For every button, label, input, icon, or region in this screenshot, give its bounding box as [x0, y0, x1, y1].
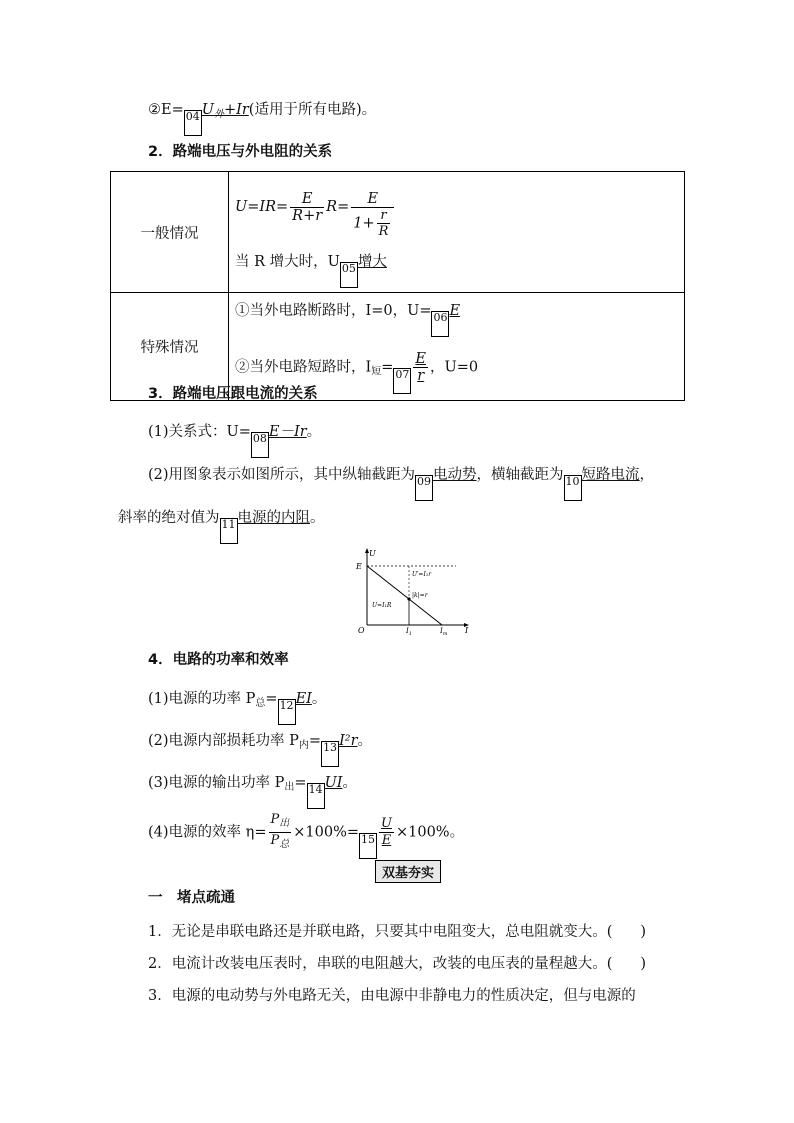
- answer-09: 电动势: [433, 467, 477, 483]
- efficiency-fraction: $\frac{P_出}{P_总}$: [269, 812, 292, 853]
- label-e: E: [356, 562, 362, 571]
- label-u-prime: U′=I₁r: [412, 571, 432, 578]
- answer-15: $\frac{U}{E}$: [381, 816, 392, 848]
- section4-title: 4．电路的功率和效率: [148, 652, 289, 668]
- terminal-voltage-table: [110, 171, 685, 401]
- answer-08: E－Ir: [268, 424, 307, 440]
- answer-11: 电源的内阻: [237, 510, 310, 526]
- answer-box-07: 07: [393, 368, 411, 394]
- answer-box-10: 10: [564, 475, 582, 501]
- general-line2: 当 R 增大时，U 05 增大: [235, 250, 678, 288]
- s4-line2: (2)电源内部损耗功率 $P_内= 13$ I²r。: [148, 731, 372, 767]
- answer-box-05: 05: [340, 262, 358, 288]
- label-i: I: [465, 626, 469, 635]
- s4-line1: (1)电源的功率 $P_总= 12$ EI。: [148, 689, 326, 725]
- question-3: 3．电源的电动势与外电路无关，由电源中非静电力的性质决定，但与电源的: [148, 988, 636, 1004]
- item2-line: [148, 100, 376, 136]
- special-line2: ②当外电路短路时，$I_短= 07$ $\frac{E}{r}$ ，U=0: [235, 351, 678, 394]
- answer-05: 增大: [357, 254, 387, 270]
- general-formula: U=IR= $\frac{E}{R+r}$ R= E 1+ $\frac{r}{R}$: [235, 176, 678, 238]
- label-o: O: [358, 626, 365, 635]
- label-u: U: [369, 549, 376, 558]
- s3-line2: (2)用图象表示如图所示，其中纵轴截距为 09 电动势，横轴截距为 10 短路电流，: [148, 465, 654, 501]
- answer-13: I²r: [339, 733, 358, 749]
- special-line1: ①当外电路断路时，I=0，U= 06 E: [235, 299, 678, 337]
- item2-answer: $U_外+Ir$: [201, 102, 249, 120]
- answer-box-13: 13: [321, 741, 339, 767]
- label-u-i1r: U=I₁R: [372, 602, 392, 609]
- answer-box-15: 15: [359, 833, 377, 859]
- s4-line4: (4)电源的效率 η= $\frac{P_出}{P_总}$ ×100%= 15 $\frac{U}{E}$ ×100%。: [148, 812, 464, 859]
- answer-12: EI: [295, 691, 312, 707]
- s4-line3: (3)电源的输出功率 $P_出= 14$ UI。: [148, 773, 357, 809]
- answer-box-12: 12: [278, 699, 296, 725]
- question-1: 1．无论是串联电路还是并联电路，只要其中电阻变大，总电阻就变大。( ): [148, 924, 647, 940]
- u-i-graph: [348, 545, 488, 635]
- label-im: $I_m$: [440, 627, 448, 635]
- item2-suffix: (适用于所有电路)。: [248, 102, 377, 118]
- answer-box-14: 14: [307, 783, 325, 809]
- answer-box-08: 08: [251, 432, 269, 458]
- section3-title: 3．路端电压跟电流的关系: [148, 386, 318, 402]
- question-2: 2．电流计改装电压表时，串联的电阻越大，改装的电压表的量程越大。( ): [148, 956, 647, 972]
- label-slope: |k|=r: [412, 592, 428, 599]
- operating-point: [407, 597, 410, 600]
- section-a-title: 一 堵点疏通: [148, 890, 235, 906]
- answer-07: $\frac{E}{r}$: [415, 351, 426, 384]
- s3-line1: (1)关系式：U= 08 E－Ir。: [148, 422, 321, 458]
- answer-06: E: [449, 303, 461, 319]
- item2-prefix: ②E=: [148, 102, 184, 118]
- label-i1: $I_1$: [406, 627, 412, 635]
- row-general-label: 一般情况: [111, 172, 229, 293]
- answer-box-06: 06: [431, 311, 449, 337]
- s3-line3: 斜率的绝对值为 11 电源的内阻。: [118, 508, 325, 544]
- section-badge: 双基夯实: [375, 860, 441, 883]
- fraction-e-over-r-plus-r: $\frac{E}{R+r}$: [292, 190, 323, 224]
- answer-10: 短路电流: [581, 467, 640, 483]
- answer-box-04: 04: [184, 110, 202, 136]
- answer-14: UI: [324, 775, 343, 791]
- answer-box-09: 09: [415, 475, 433, 501]
- row-special-label: 特殊情况: [111, 293, 229, 401]
- answer-box-11: 11: [220, 518, 238, 544]
- section2-title: 2．路端电压与外电阻的关系: [148, 144, 333, 160]
- fraction-e-over-1-plus-r-over-r: E 1+ $\frac{r}{R}$: [351, 191, 394, 239]
